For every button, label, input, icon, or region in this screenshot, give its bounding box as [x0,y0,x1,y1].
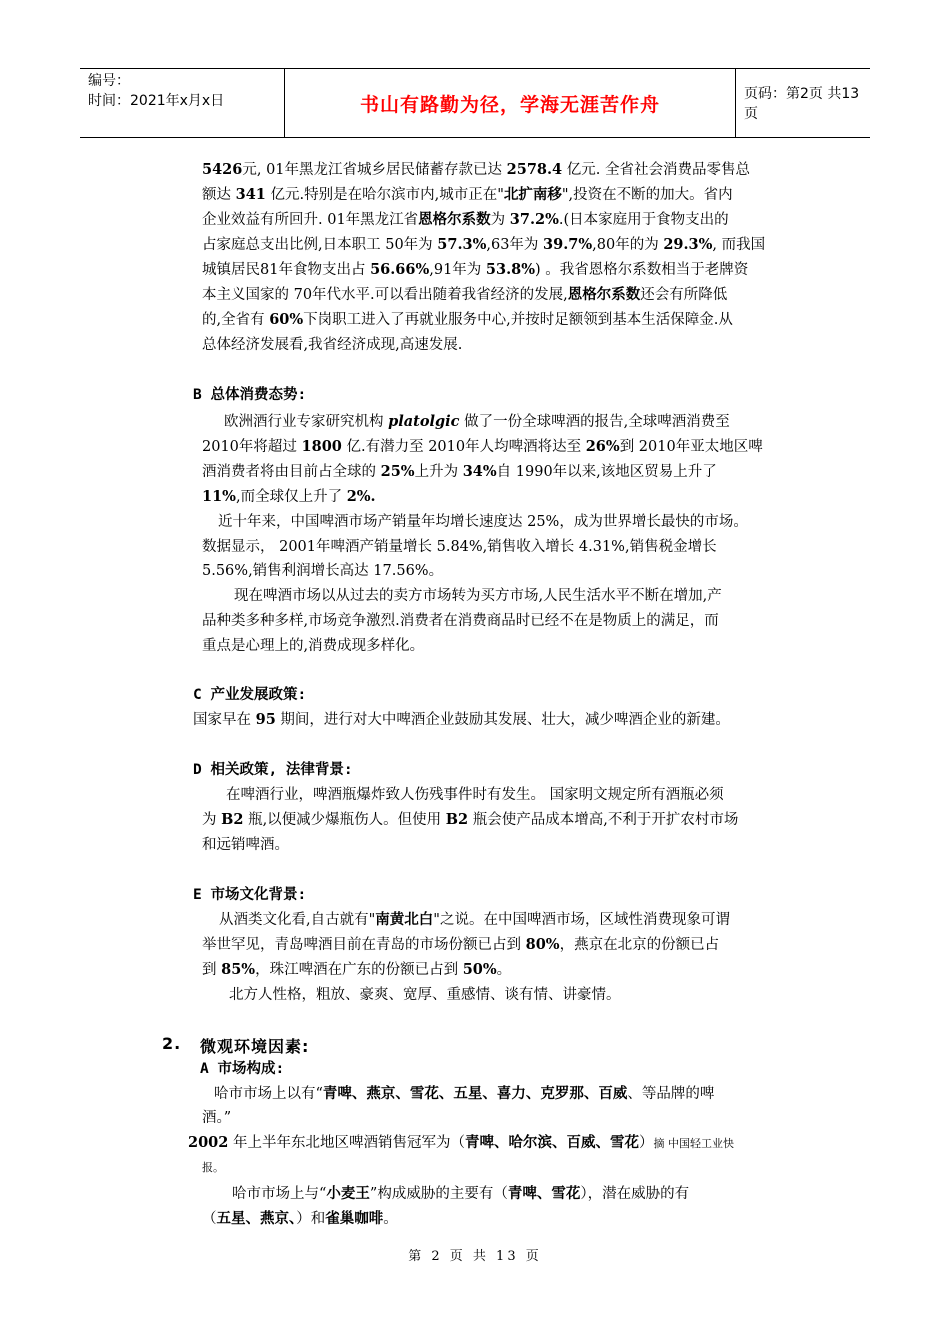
section-d-line-1: 在啤酒行业，啤酒瓶爆炸致人伤残事件时有发生。 国家明文规定所有酒瓶必须 [226,787,724,803]
section-2-line-6: （五星、燕京、）和雀巢咖啡。 [202,1210,398,1227]
section-2-heading: 微观环境因素: [200,1037,310,1056]
section-2-line-2: 酒。” [202,1110,232,1126]
page-footer: 第 2 页 共 13 页 [408,1249,542,1264]
section-b-line-1: 欧洲酒行业专家研究机构 platolgic 做了一份全球啤酒的报告,全球啤酒消费至 [224,413,730,430]
header-motto: 书山有路勤为径，学海无涯苦作舟 [285,69,736,137]
intro-line-6: 本主义国家的 70年代水平.可以看出随着我省经济的发展,恩格尔系数还会有所降低 [202,286,728,303]
page-header [80,68,870,138]
section-c-line-1: 国家早在 95 期间，进行对大中啤酒企业鼓励其发展、壮大，减少啤酒企业的新建。 [193,711,730,728]
section-e-heading: E 市场文化背景: [193,887,307,903]
section-b-heading: B 总体消费态势: [193,387,307,403]
section-e-line-4: 北方人性格，粗放、豪爽、宽厚、重感情、谈有情、讲豪情。 [229,987,621,1003]
section-b-line-8: 现在啤酒市场以从过去的卖方市场转为买方市场,人民生活水平不断在增加,产 [234,588,722,604]
section-2-line-5: 哈市市场上与“小麦王”构成威胁的主要有（青啤、雪花），潜在威胁的有 [232,1185,690,1202]
doc-time-label: 时间：2021年x月x日 [88,93,225,109]
header-meta [80,69,285,137]
doc-code-label: 编号： [88,73,130,89]
intro-line-5: 城镇居民81年食物支出占 56.66%,91年为 53.8%) 。我省恩格尔系数相当于老牌资 [202,261,749,278]
section-d-line-3: 和远销啤酒。 [202,837,289,853]
section-2a-heading: A 市场构成: [200,1061,285,1077]
intro-line-7: 的,全省有 60%下岗职工进入了再就业服务中心,并按时足额领到基本生活保障金.从 [202,311,733,328]
section-b-line-9: 品种类多种多样,市场竞争激烈.消费者在消费商品时已经不在是物质上的满足，而 [202,613,719,629]
section-e-line-2: 举世罕见，青岛啤酒目前在青岛的市场份额已占到 80%，燕京在北京的份额已占 [202,936,720,953]
section-2-line-3: 2002 年上半年东北地区啤酒销售冠军为（青啤、哈尔滨、百威、雪花）摘 中国轻工业快 [188,1134,734,1151]
section-2-line-4: 报。 [202,1161,224,1174]
section-e-line-1: 从酒类文化看,自古就有"南黄北白"之说。在中国啤酒市场，区域性消费现象可谓 [219,911,730,928]
section-2-number: 2. [162,1034,182,1053]
section-b-line-5: 近十年来，中国啤酒市场产销量年均增长速度达 25%，成为世界增长最快的市场。 [218,514,748,530]
section-b-line-10: 重点是心理上的,消费成现多样化。 [202,638,425,654]
section-b-line-7: 5.56%,销售利润增长高达 17.56%。 [202,563,444,579]
section-2-line-1: 哈市市场上以有“青啤、燕京、雪花、五星、喜力、克罗那、百威、等品牌的啤 [214,1085,715,1102]
intro-line-2: 额达 341 亿元.特别是在哈尔滨市内,城市正在"北扩南移",投资在不断的加大。省内 [202,186,733,203]
section-b-line-4: 11%,而全球仅上升了 2%. [202,488,376,505]
section-c-heading: C 产业发展政策: [193,687,307,703]
intro-line-3: 企业效益有所回升. 01年黑龙江省恩格尔系数为 37.2%.(日本家庭用于食物支出的 [202,211,729,228]
section-d-line-2: 为 B2 瓶,以便减少爆瓶伤人。但使用 B2 瓶会使产品成本增高,不利于开扩农村市场 [202,811,739,828]
intro-line-4: 占家庭总支出比例,日本职工 50年为 57.3%,63年为 39.7%,80年的为 29.3%, 而我国 [202,236,766,253]
section-b-line-3: 酒消费者将由目前占全球的 25%上升为 34%自 1990年以来,该地区贸易上升了 [202,463,717,480]
intro-line-8: 总体经济发展看,我省经济成现,高速发展. [202,337,463,353]
section-d-heading: D 相关政策, 法律背景: [193,762,353,778]
intro-line-1: 5426元, 01年黑龙江省城乡居民储蓄存款已达 2578.4 亿元. 全省社会消费品零售总 [202,161,750,178]
section-b-line-6: 数据显示， 2001年啤酒产销量增长 5.84%,销售收入增长 4.31%,销售税金增长 [202,539,717,555]
section-e-line-3: 到 85%，珠江啤酒在广东的份额已占到 50%。 [202,961,512,978]
section-b-line-2: 2010年将超过 1800 亿.有潜力至 2010年人均啤酒将达至 26%到 2010年亚太地区啤 [202,438,763,455]
header-page-info: 页码：第2页 共13页 [744,86,860,122]
